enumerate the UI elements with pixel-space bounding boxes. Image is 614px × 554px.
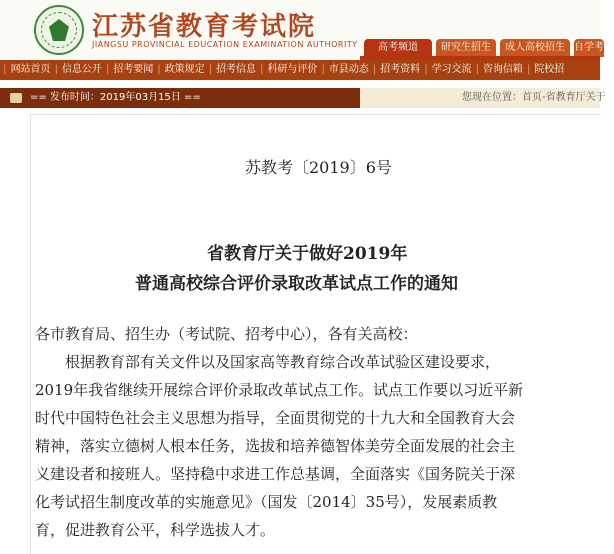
main-nav: | 网站首页 | 信息公开 | 招考要闻 | 政策规定 | 招考信息 | 科研与评价 | 市县动态 | 招考资料 | 学习交流 | 咨询信箱 | 院校招: [0, 60, 600, 80]
nav-city-news[interactable]: 市县动态: [328, 64, 369, 75]
site-logo-icon[interactable]: [34, 5, 84, 55]
publish-icon: [10, 93, 22, 103]
site-title-en: JIANGSU PROVINCIAL EDUCATION EXAMINATION AUTHORITY: [92, 40, 358, 49]
nav-mailbox[interactable]: 咨询信箱: [482, 64, 523, 75]
body-line: 精神，落实立德树人根本任务，选拔和培养德智体美劳全面发展的社会主: [35, 437, 516, 455]
nav-materials[interactable]: 招考资料: [380, 64, 421, 75]
tab-self-study[interactable]: 自学考试: [574, 39, 604, 57]
body-line: 义建设者和接班人。坚持稳中求进工作总基调，全面落实《国务院关于深: [35, 465, 516, 483]
nav-home[interactable]: 网站首页: [10, 64, 51, 75]
tab-gaokao[interactable]: 高考频道: [364, 39, 432, 57]
publish-date-bar: [0, 88, 360, 108]
body-line: 时代中国特色社会主义思想为指导，全面贯彻党的十九大和全国教育大会: [35, 409, 516, 427]
publish-date: == 发布时间：2019年03月15日 ==: [30, 92, 201, 103]
nav-public-info[interactable]: 信息公开: [61, 64, 102, 75]
article-content: [30, 114, 601, 554]
body-line: 育，促进教育公平，科学选拔人才。: [35, 521, 276, 539]
nav-research[interactable]: 科研与评价: [267, 64, 318, 75]
nav-colleges[interactable]: 院校招: [534, 64, 565, 75]
body-line: 化考试招生制度改革的实施意见》（国发〔2014〕35号），发展素质教: [35, 493, 498, 511]
body-salutation: 各市教育局、招生办（考试院、招考中心），各有关高校：: [35, 325, 418, 343]
site-title[interactable]: 江苏省教育考试院: [92, 12, 317, 42]
breadcrumb[interactable]: 您现在位置：首页-省教育厅关于: [462, 92, 606, 103]
document-title-line2: 普通高校综合评价录取改革试点工作的通知: [135, 274, 458, 294]
info-bar: [0, 88, 606, 108]
body-line: 2019年我省继续开展综合评价录取改革试点工作。试点工作要以习近平新: [35, 381, 524, 399]
nav-news[interactable]: 招考要闻: [113, 64, 154, 75]
document-title-line1: 省教育厅关于做好2019年: [207, 244, 408, 264]
nav-policy[interactable]: 政策规定: [164, 64, 205, 75]
body-line: 根据教育部有关文件以及国家高等教育综合改革试验区建设要求，: [65, 353, 501, 371]
tab-adult[interactable]: 成人高校招生: [500, 39, 570, 57]
document-number: 苏教考〔2019〕6号: [245, 158, 392, 177]
tab-graduate[interactable]: 研究生招生: [436, 39, 496, 57]
site-header: [0, 0, 614, 60]
nav-exchange[interactable]: 学习交流: [431, 64, 472, 75]
nav-exam-info[interactable]: 招考信息: [216, 64, 257, 75]
